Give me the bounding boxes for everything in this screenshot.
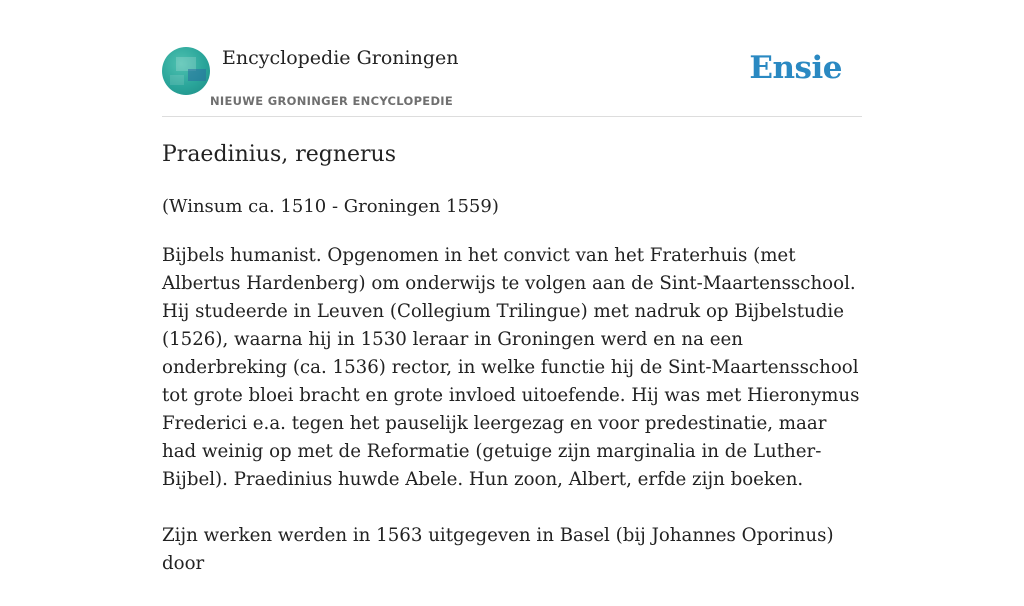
article-title: Praedinius, regnerus xyxy=(162,142,397,167)
site-header xyxy=(162,46,862,117)
article-paragraph: Zijn werken werden in 1563 uitgegeven in Basel (bij Johannes Oporinus) door xyxy=(162,525,834,574)
article-dates: (Winsum ca. 1510 - Groningen 1559) xyxy=(162,196,499,217)
site-subtitle: NIEUWE GRONINGER ENCYCLOPEDIE xyxy=(210,94,454,108)
article-body xyxy=(162,140,862,606)
site-title-link[interactable]: Encyclopedie Groningen xyxy=(222,47,459,69)
article-paragraph: Bijbels humanist. Opgenomen in het convict van het Fraterhuis (met Albertus Hardenberg) om onderwijs te volgen aan de Sint-Maartensschool. Hij studeerde in Leuven (Collegium Trilingue) met nadruk op Bijbelstudie (1526), waarna hij in 1530 leraar in Groningen werd en na een onderbreking (ca. 1536) rector, in welke functie hij de Sint-Maartensschool tot grote bloei bracht en grote invloed uitoefende. Hij was met Hieronymus Frederici e.a. tegen het pauselijk leergezag en voor predestinatie, maar had weinig op met de Reformatie (getuige zijn marginalia in de Luther-Bijbel). Praedinius huwde Abele. Hun zoon, Albert, erfde zijn boeken. xyxy=(162,245,860,490)
logo-shape xyxy=(170,75,184,85)
logo-shape xyxy=(188,69,206,81)
ensie-brand-link[interactable]: Ensie xyxy=(749,50,842,86)
encyclopedie-logo[interactable] xyxy=(162,47,210,95)
